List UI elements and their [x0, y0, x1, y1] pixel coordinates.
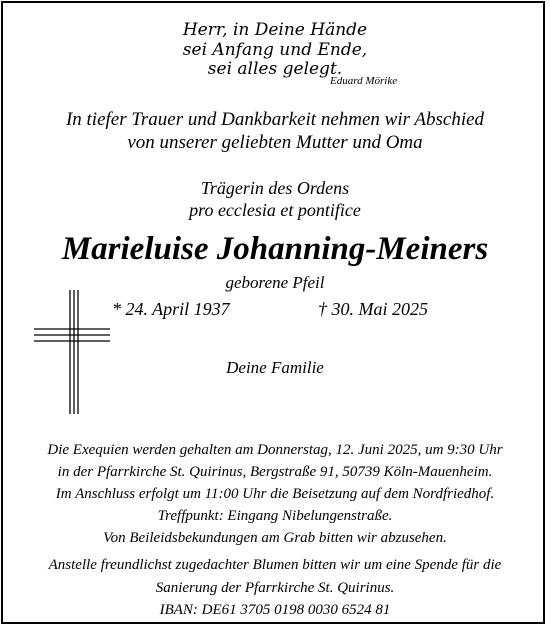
motto-line-3: sei alles gelegt. [207, 59, 343, 79]
info-line-4: Treffpunkt: Eingang Nibelungenstraße. [157, 508, 393, 524]
info-line-5: Von Beileidsbekundungen am Grab bitten wir abzusehen. [103, 530, 447, 546]
info-line-2: in der Pfarrkirche St. Quirinus, Bergstraße 91, 50739 Köln-Mauenheim. [57, 464, 493, 480]
motto-line-1: Herr, in Deine Hände [182, 20, 368, 40]
motto-author: Eduard Mörike [330, 75, 398, 87]
cross-icon [30, 290, 110, 414]
maiden-name: geborene Pfeil [225, 273, 325, 292]
info-line-7: Sanierung der Pfarrkirche St. Quirinus. [155, 580, 395, 596]
info-line-8: IBAN: DE61 3705 0198 0030 6524 81 [159, 602, 391, 618]
death-date: † 30. Mai 2025 [318, 299, 428, 319]
mourners: Deine Familie [226, 358, 324, 377]
info-line-1: Die Exequien werden gehalten am Donnerstag, 12. Juni 2025, um 9:30 Uhr [47, 442, 503, 458]
deceased-name: Marieluise Johanning-Meiners [61, 231, 489, 267]
order-line-1: Trägerin des Ordens [200, 178, 350, 198]
birth-date: * 24. April 1937 [112, 299, 230, 319]
intro-line-1: In tiefer Trauer und Dankbarkeit nehmen wir Abschied [65, 109, 485, 130]
intro-line-2: von unserer geliebten Mutter und Oma [127, 132, 423, 153]
motto-line-2: sei Anfang und Ende, [182, 40, 368, 60]
info-line-3: Im Anschluss erfolgt um 11:00 Uhr die Beisetzung auf dem Nordfriedhof. [55, 486, 495, 502]
order-line-2: pro ecclesia et pontifice [189, 200, 361, 220]
info-line-6: Anstelle freundlichst zugedachter Blumen bitten wir um eine Spende für die [48, 557, 502, 573]
